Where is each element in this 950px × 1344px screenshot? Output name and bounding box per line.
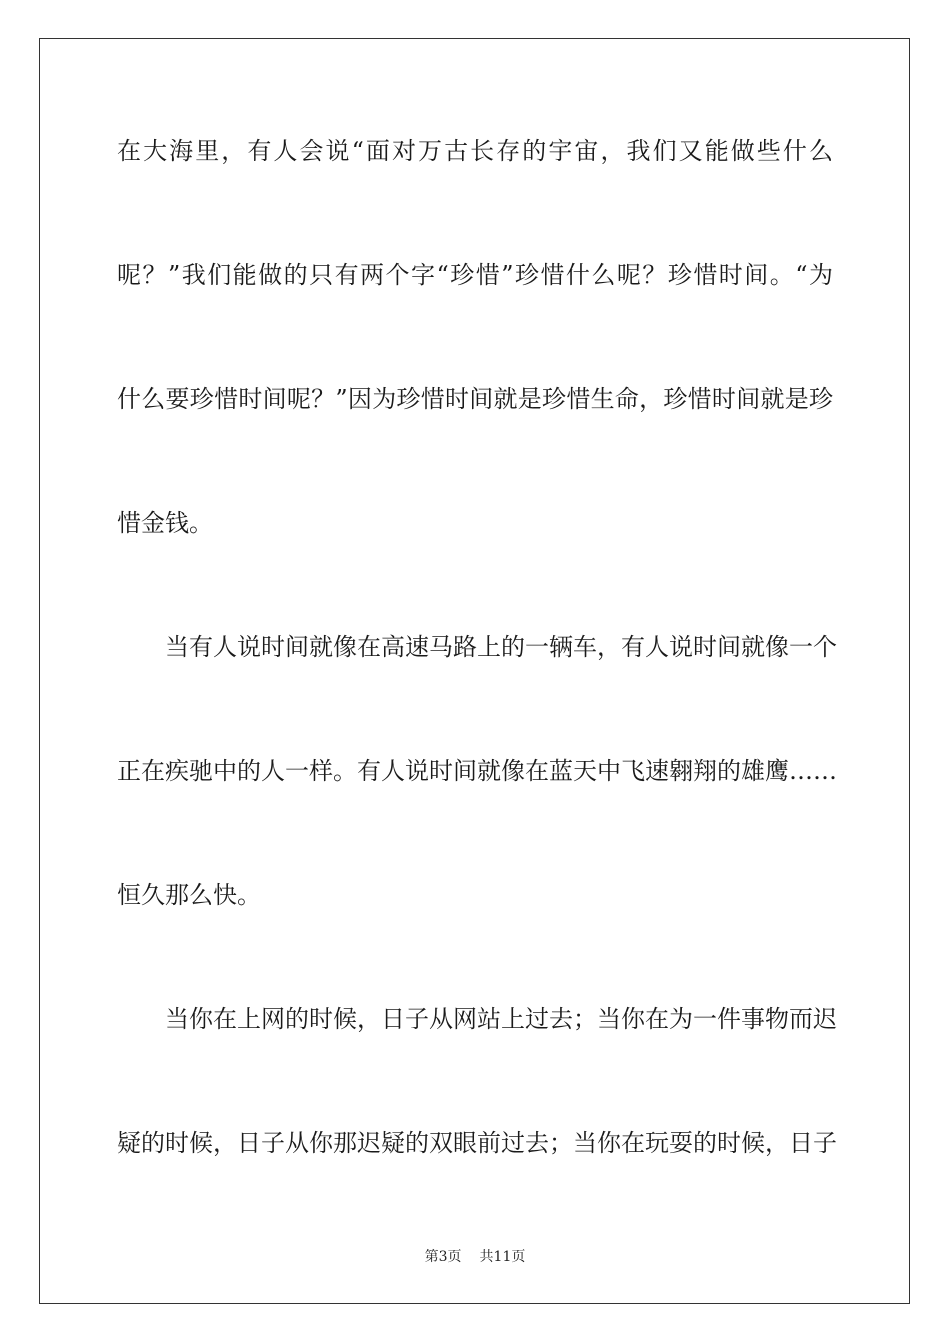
body-text-line: 惜金钱。 <box>117 509 213 537</box>
paragraph-first-line: 当有人说时间就像在高速马路上的一辆车，有人说时间就像一个 <box>165 633 837 661</box>
body-text-line: 正在疾驰中的人一样。有人说时间就像在蓝天中飞速翱翔的雄鹰…… <box>117 757 837 785</box>
body-text-line: 什么要珍惜时间呢？”因为珍惜时间就是珍惜生命，珍惜时间就是珍 <box>117 385 833 413</box>
body-text-line: 呢？”我们能做的只有两个字“珍惜”珍惜什么呢？珍惜时间。“为 <box>117 261 833 289</box>
body-text-line: 在大海里，有人会说“面对万古长存的宇宙，我们又能做些什么 <box>117 137 833 165</box>
page-border <box>39 38 910 1304</box>
page-total: 共11页 <box>479 1249 526 1265</box>
paragraph-first-line: 当你在上网的时候，日子从网站上过去；当你在为一件事物而迟 <box>165 1005 837 1033</box>
page-footer <box>0 1248 950 1266</box>
body-text-line: 恒久那么快。 <box>117 881 261 909</box>
page-number: 第3页 <box>424 1249 462 1265</box>
body-text-line: 疑的时候，日子从你那迟疑的双眼前过去；当你在玩耍的时候，日子 <box>117 1129 837 1157</box>
